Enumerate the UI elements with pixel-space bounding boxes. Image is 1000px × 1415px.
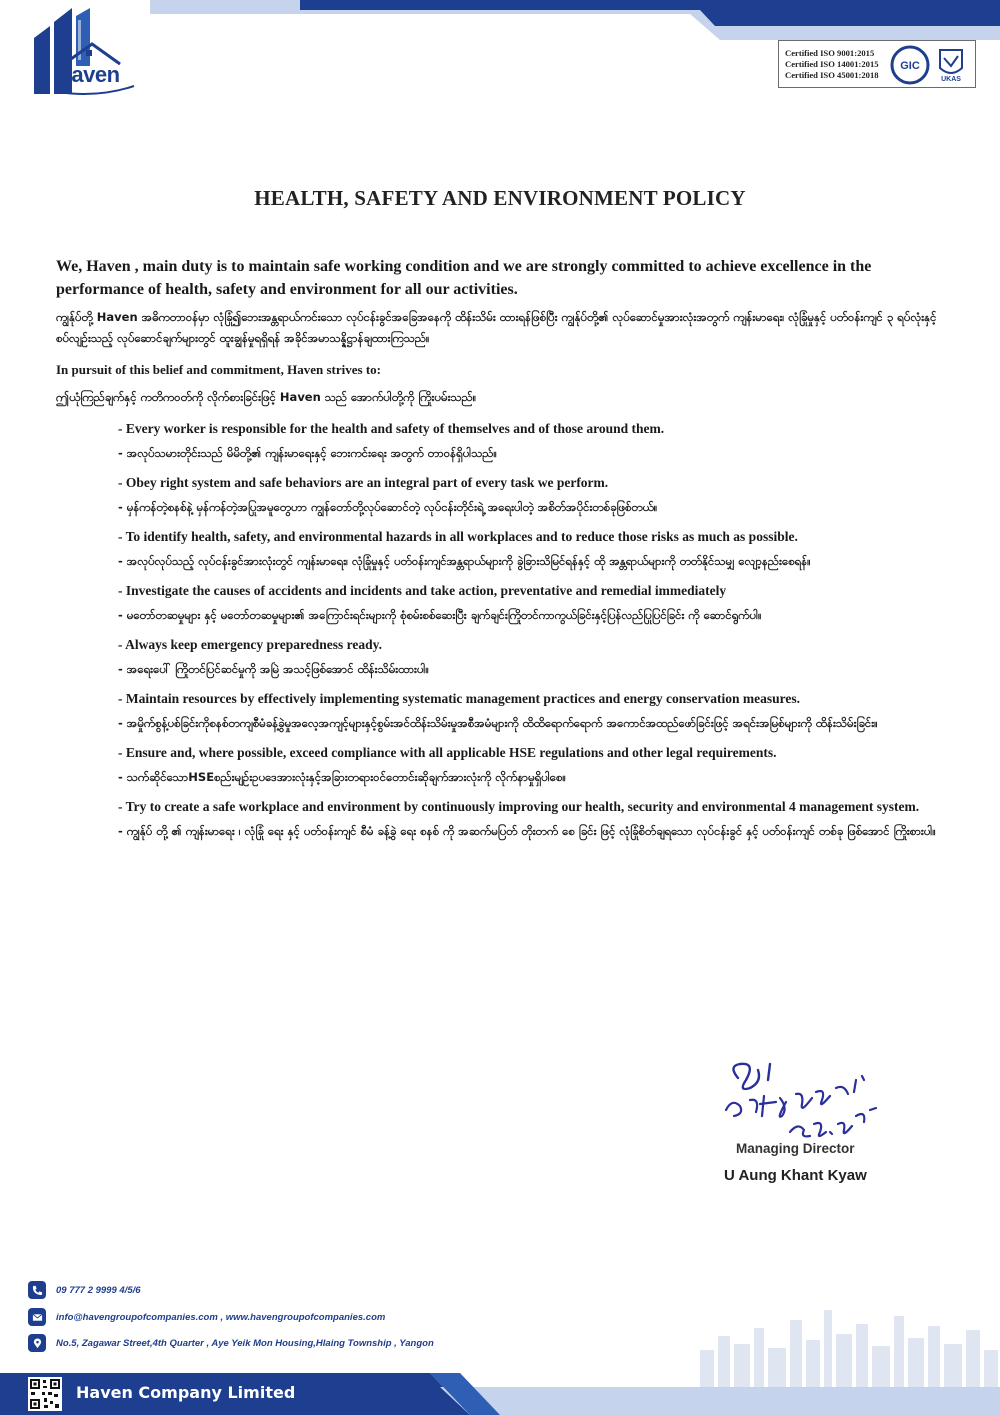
- pursuit-myanmar: ဤယုံကြည်ချက်နှင့် ကတိကဝတ်ကို လိုက်စားခြင်းဖြင့် Haven သည် အောက်ပါတို့ကို ကြိုးပမ်းသည်။: [56, 390, 477, 404]
- contact-email: [28, 1308, 385, 1326]
- handwritten-signature: [716, 1058, 896, 1142]
- certification-line: Certified ISO 14001:2015: [785, 59, 879, 69]
- policy-item: [118, 796, 956, 842]
- policy-item-english: - Always keep emergency preparedness ready.: [118, 637, 382, 652]
- policy-item-english: - To identify health, safety, and environmental hazards in all workplaces and to reduce those risks as much as possible.: [118, 529, 798, 544]
- policy-item-myanmar: - အလုပ်သမားတိုင်းသည် မိမိတို့၏ ကျန်းမာရေးနှင့် ဘေးကင်းရေး အတွက် တာဝန်ရှိပါသည်။: [118, 446, 497, 460]
- logo-text: Haven: [56, 62, 120, 87]
- email-icon: [28, 1308, 46, 1326]
- address: No.5, Zagawar Street,4th Quarter , Aye Yeik Mon Housing,Hlaing Township , Yangon: [56, 1337, 434, 1349]
- seal-logo-text: GIC: [900, 60, 920, 72]
- policy-item-english: - Try to create a safe workplace and environment by continuously improving our health, security and environmental 4 management system.: [118, 799, 920, 814]
- certification-seal-icon: [890, 44, 972, 86]
- policy-item: [118, 634, 956, 680]
- page-title: HEALTH, SAFETY AND ENVIRONMENT POLICY: [254, 186, 746, 210]
- policy-item-myanmar: - အမှိုက်စွန့်ပစ်ခြင်းကိုစနစ်တကျစီမံခန့်ခွဲမှုအလေ့အကျင့်များနှင့်စွမ်းအင်ထိန်းသိမ်းမှုအစီအမံများကို ထိထိရောက်ရောက် အကောင်အထည်ဖော်ခြင်းဖြင့် အရင်းအမြစ်များကို ထိန်းသိမ်းခြင်း။: [118, 716, 878, 730]
- policy-item-english: - Investigate the causes of accidents and incidents and take action, preventative and remedial immediately: [118, 583, 727, 598]
- pursuit-english: In pursuit of this belief and commitment, Haven strives to:: [56, 362, 381, 377]
- policy-item: [118, 472, 956, 518]
- policy-item-myanmar: - သက်ဆိုင်သောHSEစည်းမျဉ်းဥပဒေအားလုံးနှင့်အခြားတရားဝင်တောင်းဆိုချက်အားလုံးကို လိုက်နာမှုရှိပါစေ။: [118, 770, 567, 784]
- policy-body: [56, 255, 946, 850]
- policy-item: [118, 526, 956, 572]
- qr-code-icon: [28, 1377, 62, 1411]
- top-banner: [0, 0, 1000, 40]
- policy-item-english: - Every worker is responsible for the health and safety of themselves and of those around them.: [118, 421, 665, 436]
- certification-list: [785, 48, 879, 81]
- policy-item: [118, 688, 956, 734]
- policy-item: [118, 742, 956, 788]
- policy-item-english: - Ensure and, where possible, exceed compliance with all applicable HSE regulations and other legal requirements.: [118, 745, 777, 760]
- policy-item-myanmar: - မှန်ကန်တဲ့စနစ်နဲ့ မှန်ကန်တဲ့အပြုအမူတွေဟာ ကျွန်တော်တို့လုပ်ဆောင်တဲ့ လုပ်ငန်းတိုင်းရဲ့ အရေးပါတဲ့ အစိတ်အပိုင်းတစ်ခုဖြစ်တယ်။: [118, 500, 658, 514]
- policy-item-myanmar: - မတော်တဆမှုများ နှင့် မတော်တဆမှုများ၏ အကြောင်းရင်းများကို စုံစမ်းစစ်ဆေးပြီး ချက်ချင်းကြိုတင်ကာကွယ်ခြင်းနှင့်ပြန်လည်ပြုပြင်ခြင်း ကို ဆောင်ရွက်ပါ။: [118, 608, 762, 622]
- intro-myanmar: ကျွန်ုပ်တို့ Haven အဓိကတာဝန်မှာ လုံခြုံ၍ဘေးအန္တရာယ်ကင်းသော လုပ်ငန်းခွင်အခြေအနေကို ထိန်းသိမ်း ထားရန်ဖြစ်ပြီး ကျွန်ုပ်တို့၏ လုပ်ဆောင်မှုအားလုံးအတွက် ကျန်းမာရေး၊ လုံခြုံမှုနှင့် ပတ်ဝန်းကျင် ၃ ရပ်လုံးနှင့် စပ်လျဉ်းသည့် လုပ်ဆောင်ချက်များတွင် ထူးချွန်မှုရရှိရန် အခိုင်အမာသန္နိဋ္ဌာန်ချထားကြသည်။: [56, 310, 937, 345]
- contact-address: [28, 1334, 434, 1352]
- policy-item-myanmar: - အလုပ်လုပ်သည့် လုပ်ငန်းခွင်အားလုံးတွင် ကျန်းမာရေး၊ လုံခြုံမှုနှင့် ပတ်ဝန်းကျင်အန္တရာယ်များကို ခွဲခြားသိမြင်ရန်နှင့် ထို အန္တရာယ်များကို တတ်နိုင်သမျှ လျော့နည်းစေရန်။: [118, 554, 811, 568]
- policy-item: [118, 580, 956, 626]
- signer-name: U Aung Khant Kyaw: [724, 1167, 867, 1184]
- location-pin-icon: [28, 1334, 46, 1352]
- policy-item-myanmar: - အရေးပေါ် ကြိုတင်ပြင်ဆင်မှုကို အမြဲ အသင့်ဖြစ်အောင် ထိန်းသိမ်းထားပါ။: [118, 662, 429, 676]
- policy-item-english: - Maintain resources by effectively implementing systematic management practices and energy conservation measures.: [118, 691, 801, 706]
- policy-items: [118, 418, 956, 842]
- signer-role: Managing Director: [736, 1141, 855, 1156]
- policy-item-english: - Obey right system and safe behaviors are an integral part of every task we perform.: [118, 475, 609, 490]
- phone-icon: [28, 1281, 46, 1299]
- ukas-text: UKAS: [941, 76, 961, 83]
- policy-item-myanmar: - ကျွန်ုပ် တို့ ၏ ကျန်းမာရေး ၊ လုံခြုံ ရေး နှင့် ပတ်ဝန်းကျင် စီမံ ခန့်ခွဲ ရေး စနစ် ကို အဆက်မပြတ် တိုးတက် စေ ခြင်း ဖြင့် လုံခြုံစိတ်ချရသော လုပ်ငန်းခွင် နှင့် ပတ်ဝန်းကျင် တစ်ခု ဖြစ်အောင် ကြိုးစားပါ။: [118, 824, 936, 838]
- contact-phone: [28, 1281, 141, 1299]
- certification-line: Certified ISO 45001:2018: [785, 70, 879, 80]
- intro-english: We, Haven , main duty is to maintain safe working condition and we are strongly committed to achieve excellence in the performance of health, safety and environment for all our activities.: [56, 258, 872, 298]
- certification-line: Certified ISO 9001:2015: [785, 48, 875, 58]
- certification-box: [778, 40, 976, 88]
- email-website: info@havengroupofcompanies.com , www.havengroupofcompanies.com: [56, 1311, 386, 1323]
- footer-company-name: Haven Company Limited: [76, 1383, 296, 1402]
- phone-number: 09 777 2 9999 4/5/6: [56, 1284, 141, 1296]
- policy-item: [118, 418, 956, 464]
